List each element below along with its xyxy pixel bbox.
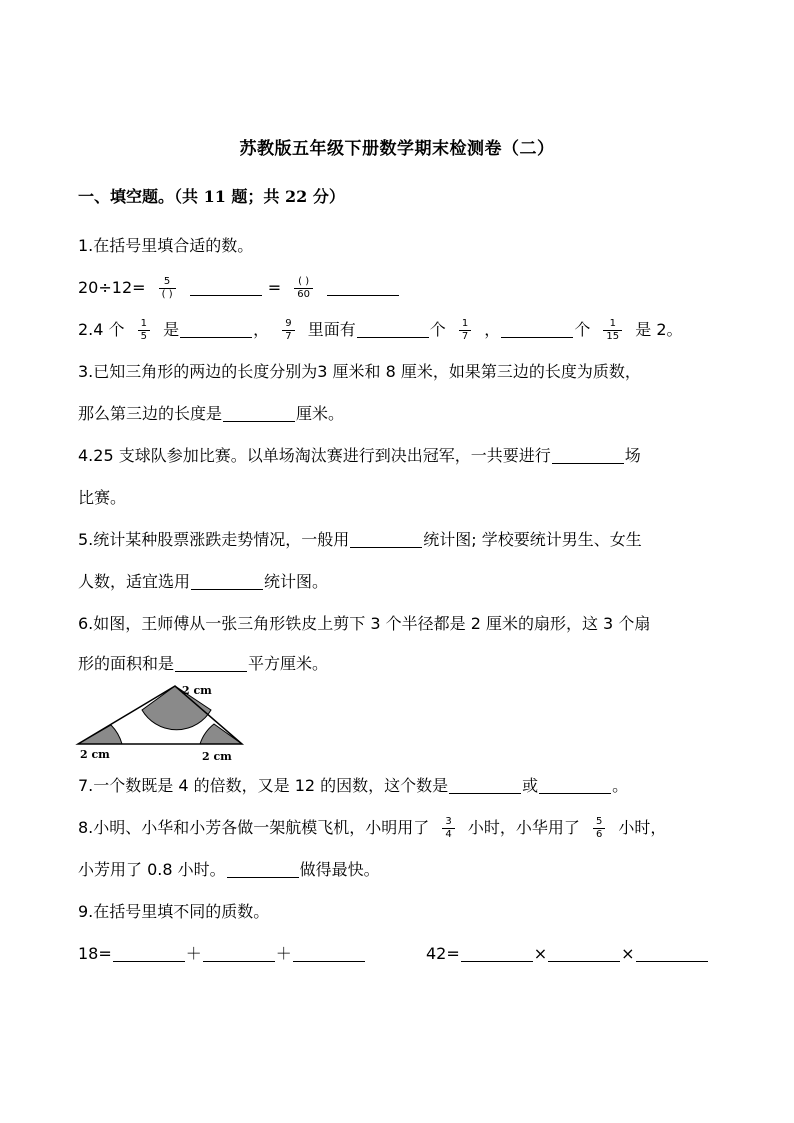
question-5-line-2 bbox=[78, 570, 328, 594]
right-sector bbox=[200, 724, 242, 744]
q9-times-2: × bbox=[621, 944, 635, 963]
q4-text-a: 4.25 支球队参加比赛。以单场淘汰赛进行到决出冠军，一共要进行 bbox=[78, 446, 551, 465]
q2-text-a: 2.4 个 bbox=[78, 320, 125, 339]
q5-text-c: 人数，适宜选用 bbox=[78, 572, 191, 591]
question-4-line-1 bbox=[78, 444, 641, 468]
q1-fraction-2: $\frac{( )}{60}$ bbox=[294, 276, 313, 301]
question-7 bbox=[78, 774, 628, 798]
q2-fraction-2: $\frac{9}{7}$ bbox=[282, 318, 294, 343]
q1-blank-1[interactable] bbox=[190, 277, 262, 296]
q6-text-a: 形的面积和是 bbox=[78, 654, 175, 673]
q9-right-blank-1[interactable] bbox=[461, 943, 533, 962]
q1-expr-left: 20÷12= bbox=[78, 278, 146, 297]
question-1-text: 1.在括号里填合适的数。 bbox=[78, 236, 254, 255]
q2-fraction-4: $\frac{1}{15}$ bbox=[603, 318, 622, 343]
q2-comma-2: ， bbox=[484, 320, 501, 339]
q4-text-b: 场 bbox=[624, 446, 641, 465]
q7-text-a: 7.一个数既是 4 的倍数，又是 12 的因数，这个数是 bbox=[78, 776, 449, 795]
q9-right-label: 42= bbox=[426, 944, 460, 963]
q5-blank-1[interactable] bbox=[350, 529, 422, 548]
q2-text-f: 是 2。 bbox=[635, 320, 683, 339]
question-6-line-2 bbox=[78, 652, 328, 676]
q8-fraction-1: $\frac{3}{4}$ bbox=[442, 816, 454, 841]
q9-plus-1: ＋ bbox=[185, 944, 202, 963]
q9-left-blank-2[interactable] bbox=[203, 943, 275, 962]
q3-text-a: 那么第三边的长度是 bbox=[78, 404, 223, 423]
q2-text-e: 个 bbox=[574, 320, 591, 339]
q1-blank-2[interactable] bbox=[327, 277, 399, 296]
q4-blank[interactable] bbox=[552, 445, 624, 464]
section-heading: 一、填空题。（共 11 题；共 22 分） bbox=[78, 187, 345, 206]
question-9-left-expression bbox=[78, 942, 366, 966]
q5-blank-2[interactable] bbox=[191, 571, 263, 590]
q7-text-b: 或 bbox=[522, 776, 539, 795]
q2-blank-1[interactable] bbox=[180, 319, 252, 338]
q8-text-e: 做得最快。 bbox=[299, 860, 380, 879]
q9-times-1: × bbox=[533, 944, 548, 963]
q6-blank[interactable] bbox=[175, 653, 247, 672]
q9-right-blank-3[interactable] bbox=[636, 943, 708, 962]
label-right-radius: 2 cm bbox=[202, 750, 232, 763]
q2-blank-3[interactable] bbox=[501, 319, 573, 338]
q9-left-blank-1[interactable] bbox=[113, 943, 185, 962]
question-1-expression bbox=[78, 276, 400, 301]
q9-left-label: 18= bbox=[78, 944, 112, 963]
label-left-radius: 2 cm bbox=[80, 748, 110, 761]
q8-text-b: 小时，小华用了 bbox=[467, 818, 580, 837]
question-3-line-1: 3.已知三角形的两边的长度分别为3 厘米和 8 厘米，如果第三边的长度为质数， bbox=[78, 362, 641, 381]
question-2 bbox=[78, 318, 683, 343]
q7-blank-1[interactable] bbox=[449, 775, 521, 794]
q2-fraction-3: $\frac{1}{7}$ bbox=[459, 318, 471, 343]
triangle-sectors-figure bbox=[74, 680, 254, 766]
question-9-right-expression bbox=[426, 942, 709, 966]
q8-text-c: 小时， bbox=[618, 818, 667, 837]
q2-fraction-1: $\frac{1}{5}$ bbox=[138, 318, 150, 343]
label-top-radius: 2 cm bbox=[182, 684, 212, 697]
q9-left-blank-3[interactable] bbox=[293, 943, 365, 962]
question-9-text: 9.在括号里填不同的质数。 bbox=[78, 902, 270, 921]
question-8-line-1 bbox=[78, 816, 666, 841]
q3-text-b: 厘米。 bbox=[296, 404, 345, 423]
q2-text-d: 个 bbox=[429, 320, 446, 339]
q9-plus-2: ＋ bbox=[275, 944, 292, 963]
question-3-line-2 bbox=[78, 402, 344, 426]
q8-blank[interactable] bbox=[227, 859, 299, 878]
q5-text-a: 5.统计某种股票涨跌走势情况，一般用 bbox=[78, 530, 350, 549]
q1-equals: = bbox=[267, 278, 282, 297]
q9-right-blank-2[interactable] bbox=[548, 943, 620, 962]
q8-text-a: 8.小明、小华和小芳各做一架航模飞机，小明用了 bbox=[78, 818, 430, 837]
q7-blank-2[interactable] bbox=[539, 775, 611, 794]
q1-fraction-1: $\frac{5}{( )}$ bbox=[159, 276, 176, 301]
q5-text-b: 统计图; 学校要统计男生、女生 bbox=[423, 530, 642, 549]
q8-text-d: 小芳用了 0.8 小时。 bbox=[78, 860, 226, 879]
q2-comma-1: ， bbox=[253, 320, 270, 339]
question-6-line-1: 6.如图，王师傅从一张三角形铁皮上剪下 3 个半径都是 2 厘米的扇形，这 3 个扇 bbox=[78, 614, 651, 633]
question-8-line-2 bbox=[78, 858, 380, 882]
q7-text-c: 。 bbox=[612, 776, 629, 795]
q8-fraction-2: $\frac{5}{6}$ bbox=[593, 816, 605, 841]
question-4-line-2: 比赛。 bbox=[78, 488, 127, 507]
q2-blank-2[interactable] bbox=[357, 319, 429, 338]
q2-text-b: 是 bbox=[163, 320, 180, 339]
q6-text-b: 平方厘米。 bbox=[248, 654, 329, 673]
left-sector bbox=[78, 725, 122, 744]
exam-title: 苏教版五年级下册数学期末检测卷（二） bbox=[239, 139, 555, 159]
question-5-line-1 bbox=[78, 528, 642, 552]
q3-blank[interactable] bbox=[223, 403, 295, 422]
q2-text-c: 里面有 bbox=[307, 320, 356, 339]
q5-text-d: 统计图。 bbox=[264, 572, 329, 591]
